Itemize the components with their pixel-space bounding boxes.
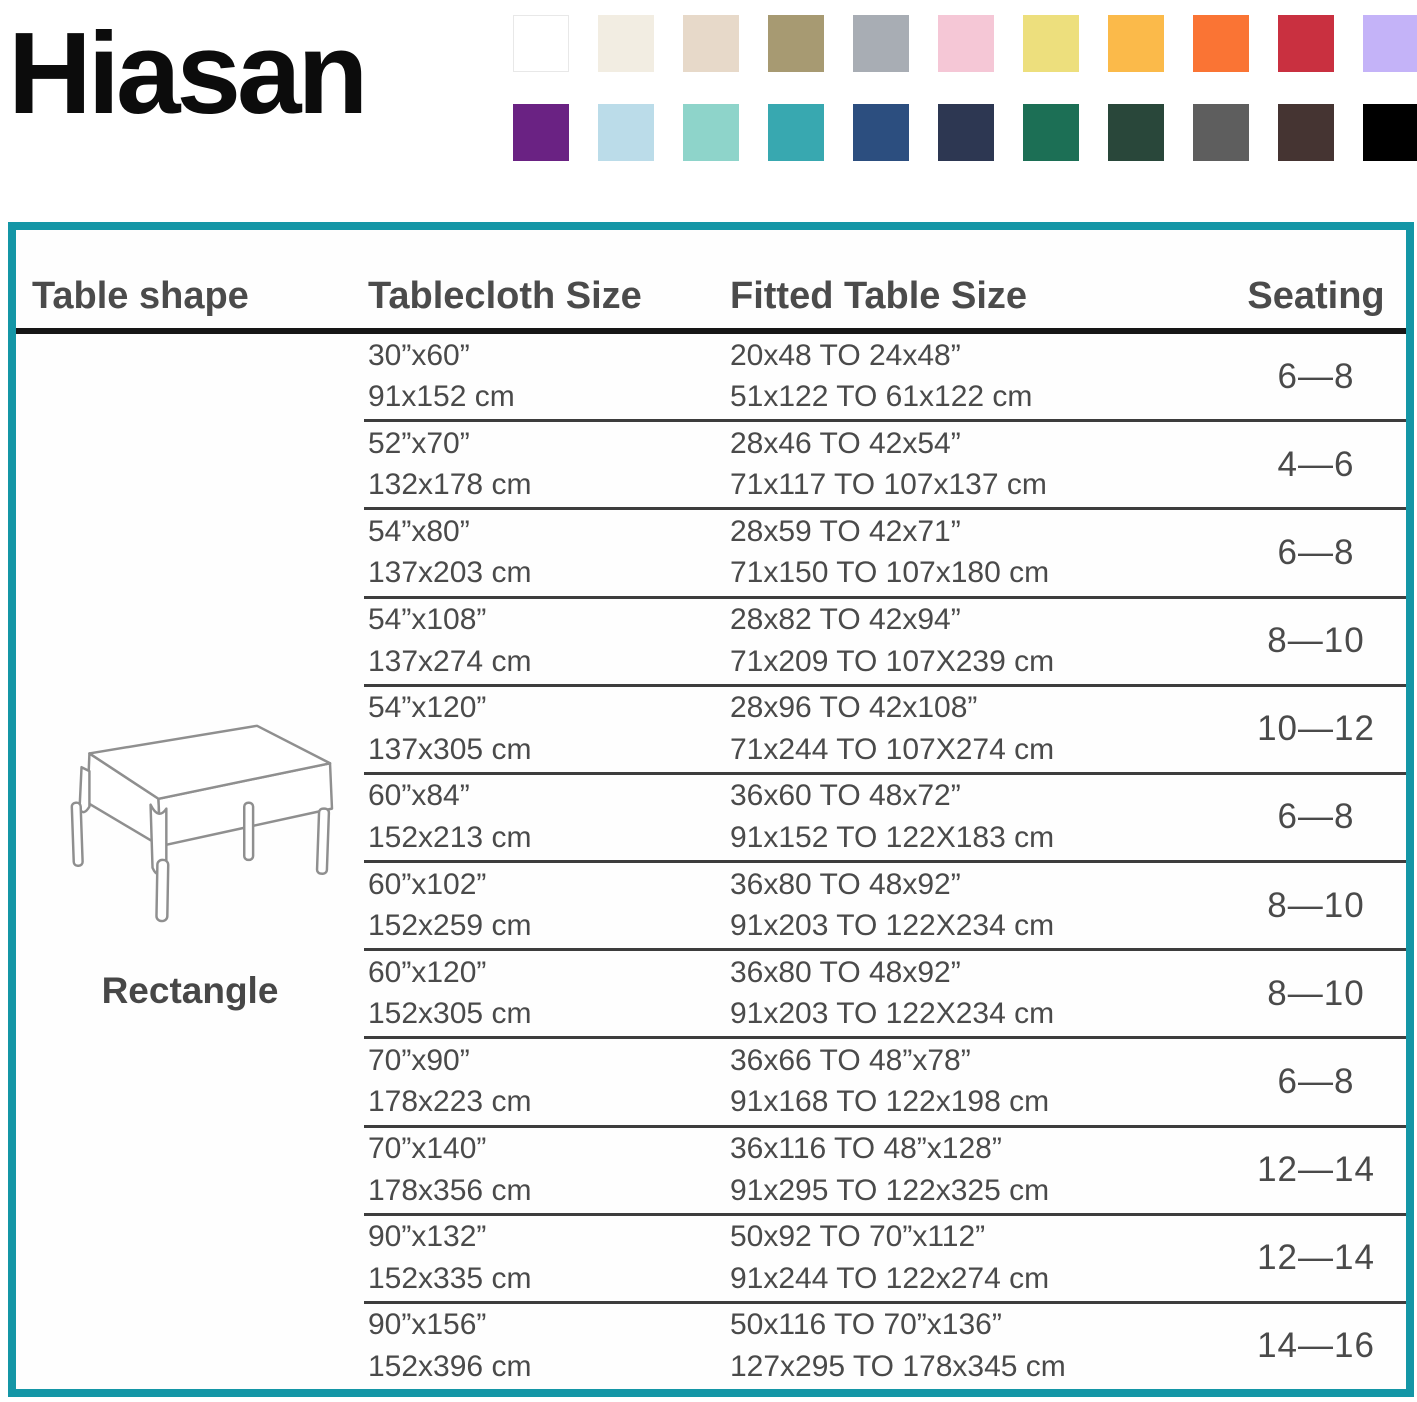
swatch-lavender — [1363, 15, 1417, 72]
tablecloth-size-cm: 132x178 cm — [368, 468, 532, 502]
fitted-size-inches: 28x59 TO 42x71” — [730, 514, 961, 548]
fitted-size-inches: 20x48 TO 24x48” — [730, 338, 961, 372]
seating-value: 8—10 — [1267, 973, 1365, 1013]
fitted-size-cell — [724, 1044, 1226, 1120]
tablecloth-size-inches: 70”x90” — [368, 1043, 470, 1077]
swatch-aqua — [683, 104, 739, 161]
table-row — [364, 599, 1406, 687]
swatch-red — [1278, 15, 1334, 72]
fitted-size-cm: 51x122 TO 61x122 cm — [730, 380, 1033, 414]
swatch-light-yellow — [1023, 15, 1079, 72]
fitted-size-inches: 28x46 TO 42x54” — [730, 426, 961, 460]
tablecloth-size-inches: 54”x120” — [368, 691, 487, 725]
fitted-size-cell — [724, 339, 1226, 415]
fitted-size-cell — [724, 427, 1226, 503]
header-tablecloth-size: Tablecloth Size — [368, 275, 642, 317]
shape-label: Rectangle — [101, 969, 279, 1011]
table-row — [364, 687, 1406, 775]
tablecloth-size-cm: 137x305 cm — [368, 732, 532, 766]
table-row — [364, 1039, 1406, 1127]
color-swatch-grid — [513, 15, 1417, 161]
fitted-size-cm: 91x168 TO 122x198 cm — [730, 1085, 1050, 1119]
fitted-size-cm: 71x209 TO 107X239 cm — [730, 644, 1055, 678]
seating-value: 8—10 — [1267, 885, 1365, 925]
seating-value: 6—8 — [1277, 356, 1355, 396]
fitted-size-cell — [724, 515, 1226, 591]
fitted-size-cell — [724, 1308, 1226, 1384]
tablecloth-size-cell — [364, 956, 724, 1032]
swatch-orange — [1193, 15, 1249, 72]
tablecloth-size-cm: 178x356 cm — [368, 1173, 532, 1207]
fitted-size-cm: 91x203 TO 122X234 cm — [730, 997, 1055, 1031]
fitted-size-inches: 36x66 TO 48”x78” — [730, 1043, 971, 1077]
size-chart-header — [16, 230, 1406, 334]
tablecloth-size-cm: 178x223 cm — [368, 1085, 532, 1119]
fitted-size-inches: 50x92 TO 70”x112” — [730, 1220, 986, 1254]
tablecloth-size-cell — [364, 1220, 724, 1296]
table-row — [364, 951, 1406, 1039]
tablecloth-size-inches: 60”x102” — [368, 867, 487, 901]
fitted-size-inches: 36x60 TO 48x72” — [730, 779, 961, 813]
tablecloth-size-cm: 152x213 cm — [368, 820, 532, 854]
fitted-size-cm: 91x152 TO 122X183 cm — [730, 820, 1055, 854]
seating-value: 6—8 — [1277, 1061, 1355, 1101]
fitted-size-cm: 71x150 TO 107x180 cm — [730, 556, 1050, 590]
swatch-navy — [938, 104, 994, 161]
swatch-khaki — [768, 15, 824, 72]
tablecloth-size-cell — [364, 603, 724, 679]
fitted-size-cm: 71x117 TO 107x137 cm — [730, 468, 1047, 502]
tablecloth-size-cm: 152x259 cm — [368, 909, 532, 943]
tablecloth-size-cell — [364, 427, 724, 503]
swatch-ivory — [598, 15, 654, 72]
fitted-size-cell — [724, 1220, 1226, 1296]
fitted-size-inches: 36x80 TO 48x92” — [730, 867, 961, 901]
fitted-size-inches: 36x116 TO 48”x128” — [730, 1132, 1002, 1166]
swatch-gold — [1108, 15, 1164, 72]
brand-logo: Hiasan — [8, 8, 365, 138]
tablecloth-size-inches: 30”x60” — [368, 338, 470, 372]
tablecloth-size-inches: 90”x132” — [368, 1220, 487, 1254]
fitted-size-inches: 28x96 TO 42x108” — [730, 691, 978, 725]
tablecloth-size-cell — [364, 779, 724, 855]
fitted-size-cell — [724, 691, 1226, 767]
tablecloth-size-cm: 152x396 cm — [368, 1349, 532, 1383]
swatch-green — [1023, 104, 1079, 161]
swatch-light-blue — [598, 104, 654, 161]
fitted-size-cell — [724, 779, 1226, 855]
tablecloth-size-cell — [364, 1132, 724, 1208]
tablecloth-size-cell — [364, 1308, 724, 1384]
table-row — [364, 422, 1406, 510]
swatch-black — [1363, 104, 1417, 161]
seating-value: 4—6 — [1277, 444, 1355, 484]
swatch-teal — [768, 104, 824, 161]
tablecloth-size-inches: 52”x70” — [368, 426, 470, 460]
fitted-size-cm: 127x295 TO 178x345 cm — [730, 1349, 1066, 1383]
tablecloth-size-cell — [364, 339, 724, 415]
seating-value: 6—8 — [1277, 532, 1355, 572]
tablecloth-size-cm: 152x335 cm — [368, 1261, 532, 1295]
size-rows — [364, 334, 1406, 1389]
seating-value: 8—10 — [1267, 621, 1365, 661]
table-row — [364, 510, 1406, 598]
swatch-pink — [938, 15, 994, 72]
table-row — [364, 1128, 1406, 1216]
tablecloth-size-cell — [364, 515, 724, 591]
tablecloth-size-inches: 60”x84” — [368, 779, 470, 813]
header-table-shape: Table shape — [32, 275, 249, 317]
size-chart-body — [16, 334, 1406, 1389]
table-row — [364, 1216, 1406, 1304]
table-row — [364, 775, 1406, 863]
size-chart — [8, 222, 1414, 1397]
swatch-silver-gray — [853, 15, 909, 72]
tablecloth-size-inches: 70”x140” — [368, 1132, 487, 1166]
table-row — [364, 863, 1406, 951]
seating-value: 12—14 — [1257, 1238, 1375, 1278]
swatch-dark-gray — [1193, 104, 1249, 161]
swatch-purple — [513, 104, 569, 161]
fitted-size-cm: 91x295 TO 122x325 cm — [730, 1173, 1050, 1207]
tablecloth-size-inches: 54”x80” — [368, 514, 470, 548]
fitted-size-cell — [724, 956, 1226, 1032]
table-row — [364, 1304, 1406, 1389]
tablecloth-size-cm: 137x203 cm — [368, 556, 532, 590]
tablecloth-size-inches: 54”x108” — [368, 603, 487, 637]
fitted-size-inches: 36x80 TO 48x92” — [730, 955, 961, 989]
header-fitted-table-size: Fitted Table Size — [730, 275, 1028, 317]
table-row — [364, 334, 1406, 422]
seating-value: 12—14 — [1257, 1150, 1375, 1190]
fitted-size-cell — [724, 603, 1226, 679]
tablecloth-size-cell — [364, 1044, 724, 1120]
seating-value: 6—8 — [1277, 797, 1355, 837]
swatch-brown — [1278, 104, 1334, 161]
fitted-size-inches: 28x82 TO 42x94” — [730, 603, 961, 637]
tablecloth-size-inches: 90”x156” — [368, 1308, 487, 1342]
seating-value: 14—16 — [1257, 1326, 1375, 1366]
fitted-size-cell — [724, 1132, 1226, 1208]
tablecloth-size-cell — [364, 868, 724, 944]
tablecloth-size-cell — [364, 691, 724, 767]
tablecloth-size-inches: 60”x120” — [368, 955, 487, 989]
seating-value: 10—12 — [1257, 709, 1375, 749]
swatch-blue — [853, 104, 909, 161]
header-seating: Seating — [1247, 275, 1385, 317]
tablecloth-size-cm: 91x152 cm — [368, 380, 515, 414]
fitted-size-cm: 71x244 TO 107X274 cm — [730, 732, 1055, 766]
fitted-size-cm: 91x203 TO 122X234 cm — [730, 909, 1055, 943]
swatch-white — [513, 15, 569, 72]
fitted-size-inches: 50x116 TO 70”x136” — [730, 1308, 1002, 1342]
fitted-size-cm: 91x244 TO 122x274 cm — [730, 1261, 1050, 1295]
tablecloth-size-cm: 137x274 cm — [368, 644, 532, 678]
swatch-dark-green — [1108, 104, 1164, 161]
rectangle-table-icon — [40, 712, 340, 924]
tablecloth-size-cm: 152x305 cm — [368, 997, 532, 1031]
fitted-size-cell — [724, 868, 1226, 944]
table-shape-column — [16, 334, 364, 1389]
swatch-beige — [683, 15, 739, 72]
